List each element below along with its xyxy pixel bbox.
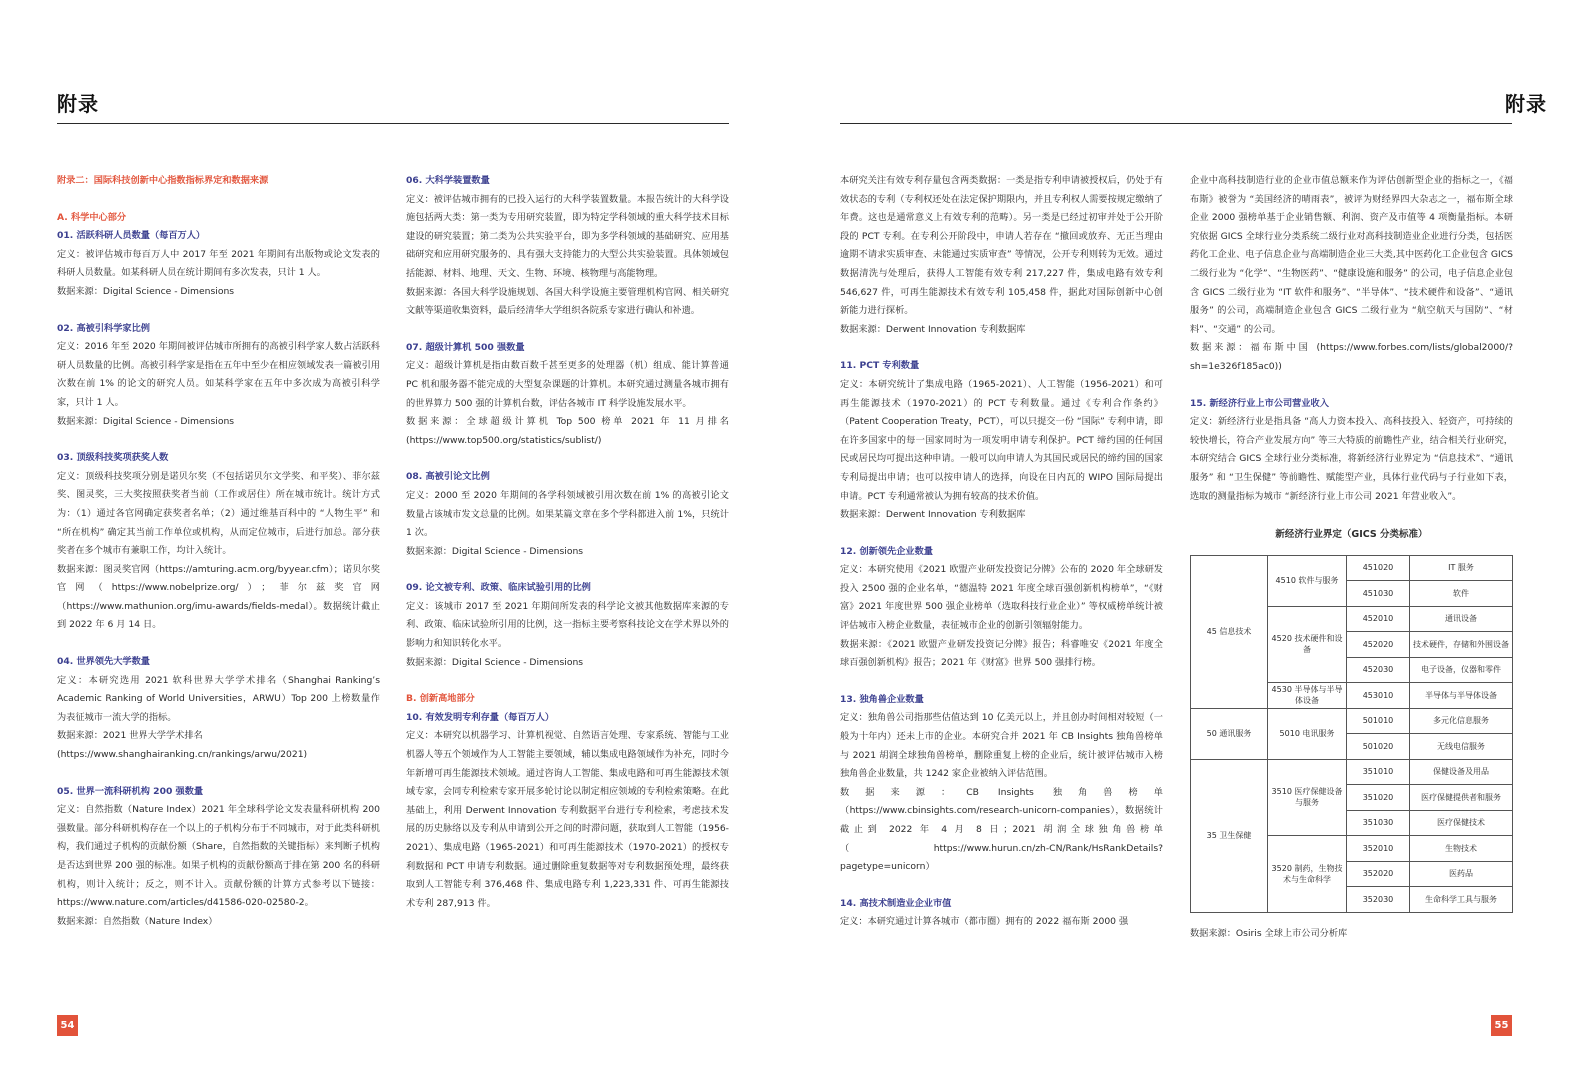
section-title-13: 13. 独角兽企业数量 [840, 693, 924, 705]
section-title-08: 08. 高被引论文比例 [406, 471, 490, 483]
part-a-title: A. 科学中心部分 [57, 211, 127, 223]
table-cell-industry: 多元化信息服务 [1410, 708, 1513, 734]
left-column-2 [406, 172, 729, 913]
right-column-2 [1190, 172, 1513, 943]
section-source-14: 数据来源：福布斯中国 (https://www.forbes.com/lists/global2000/?sh=1e326f185ac0)) [1190, 342, 1513, 372]
part-b-title: B. 创新高地部分 [406, 693, 475, 705]
section-definition-15: 定义：新经济行业是指具备 “高人力资本投入、高科技投入、轻资产，可持续的较快增长，符合产业发展方向” 等三大特质的前瞻性产业，结合相关行业研究，本研究结合 GICS 全球行业分类标准，将新经济行业界定为 “信息技术”、“通讯服务” 和 “卫生保健” 等前瞻性、赋能型产业，具体行业代码与子行业如下表，选取的测量指标为城市 “新经济行业上市公司 2021 年营业收入”。 [1190, 416, 1513, 502]
section-source-06: 数据来源：各国大科学设施规划、各国大科学设施主要管理机构官网、相关研究文献等渠道收集资料，最后经清华大学组织各院系专家进行确认和补遗。 [406, 286, 729, 317]
section-definition-05: 定义：自然指数（Nature Index）2021 年全球科学论文发表量科研机构 200 强数量。部分科研机构存在一个以上的子机构分布于不同城市，对于此类科研机构，我们通过子机构的贡献份额（Share，自然指数的关键指标）来判断子机构是否达到世界 200 强的标准。如果子机构的贡献份额高于排在第 200 名的科研机构，则计入统计；反之，则不计入。贡献份额的计算方式参考以下链接：https://www.nature.com/articles/d41586-020-02580-2。 [57, 804, 380, 909]
section-definition-03: 定义：顶级科技奖项分别是诺贝尔奖（不包括诺贝尔文学奖、和平奖）、菲尔兹奖、图灵奖，三大奖按照获奖者当前（工作或居住）所在城市统计。统计方式为：（1）通过各官网确定获奖者名单；（2）通过维基百科中的 “人物生平” 和 “所在机构” 确定其当前工作单位或机构，从而定位城市，后进行加总。部分获奖者在多个城市有兼职工作，均计入统计。 [57, 470, 380, 557]
section-title-05: 05. 世界一流科研机构 200 强数量 [57, 785, 204, 797]
section-title-11: 11. PCT 专利数量 [840, 360, 920, 372]
section-source-05: 数据来源：自然指数（Nature Index） [57, 915, 218, 927]
appendix-title: 附录二：国际科技创新中心指数指标界定和数据来源 [57, 175, 269, 186]
section-definition-14: 定义：本研究通过计算各城市（都市圈）拥有的 2022 福布斯 2000 强 [840, 916, 1129, 928]
table-cell-industry: 技术硬件，存储和外围设备 [1410, 632, 1513, 658]
table-cell-industry: 医疗保健提供者和服务 [1410, 785, 1513, 811]
section-definition-13: 定义：独角兽公司指那些估值达到 10 亿美元以上，并且创办时间相对较短（一般为十年内）还未上市的企业。本研究合并 2021 年 CB Insights 独角兽榜单与 2021 胡润全球独角兽榜单，删除重复上榜的企业后，统计被评估城市入榜独角兽企业数量，共 1242 家企业被纳入评估范围。 [840, 712, 1163, 780]
table-cell-industry: 生物技术 [1410, 836, 1513, 862]
table-cell-code: 351030 [1347, 810, 1410, 836]
section-definition-12: 定义：本研究使用《2021 欧盟产业研发投资记分牌》公布的 2020 年全球研发投入 2500 强的企业名单，“德温特 2021 年度全球百强创新机构榜单”，“《财富》2021 年度世界 500 强企业榜单（选取科技行业企业）” 等权威榜单统计被评估城市入榜企业数量，表征城市企业的创新引领辐射能力。 [840, 564, 1163, 632]
table-cell-group: 4530 半导体与半导体设备 [1268, 683, 1347, 709]
table-cell-code: 351020 [1347, 785, 1410, 811]
table-cell-code: 451030 [1347, 581, 1410, 607]
table-row [1191, 708, 1513, 734]
section-definition-08: 定义：2000 至 2020 年期间的各学科领域被引用次数在前 1% 的高被引论文数量占该城市发文总量的比例。如果某篇文章在多个学科都进入前 1%，只统计 1 次。 [406, 489, 729, 539]
section-title-01: 01. 活跃科研人员数量（每百万人） [57, 230, 206, 242]
page-number-left: 54 [57, 1015, 78, 1036]
table-cell-code: 451020 [1347, 555, 1410, 581]
page-header-title: 附录 [57, 92, 99, 116]
table-cell-industry: 通讯设备 [1410, 606, 1513, 632]
left-column-1 [57, 172, 380, 931]
section-title-15: 15. 新经济行业上市公司营业收入 [1190, 397, 1329, 409]
section-title-07: 07. 超级计算机 500 强数量 [406, 341, 525, 353]
section-title-02: 02. 高被引科学家比例 [57, 322, 150, 334]
right-column-1 [840, 172, 1163, 932]
gics-table-source: 数据来源：Osiris 全球上市公司分析库 [1190, 927, 1348, 939]
table-cell-code: 351010 [1347, 759, 1410, 785]
section-source-09: 数据来源：Digital Science - Dimensions [406, 656, 584, 668]
section-definition-07: 定义：超级计算机是指由数百数千甚至更多的处理器（机）组成、能计算普通 PC 机和服务器不能完成的大型复杂课题的计算机。本研究通过测量各城市拥有的世界算力 500 强的计算机台数，评估各城市 IT 科学设施发展水平。 [406, 360, 729, 409]
table-cell-code: 352010 [1347, 836, 1410, 862]
table-row [1191, 555, 1513, 581]
right-page [794, 0, 1587, 1077]
table-cell-sector: 35 卫生保健 [1191, 759, 1268, 912]
table-cell-code: 452010 [1347, 606, 1410, 632]
section-source-08: 数据来源：Digital Science - Dimensions [406, 545, 584, 557]
gics-classification-table [1190, 555, 1513, 913]
table-cell-industry: 无线电信服务 [1410, 734, 1513, 760]
section-definition-11: 定义：本研究统计了集成电路（1965-2021）、人工智能（1956-2021）和可再生能源技术（1970-2021）的 PCT 专利数量。通过《专利合作条约》（Patent Cooperation Treaty，PCT），可以只提交一份 “国际” 专利申请，即在许多国家中的每一国家同时为一项发明申请专利保护。PCT 缔约国的任何国民或居民均可提出这种申请。一般可以向申请人为其国民或居民的缔约国的国家专利局提出申请；也可以按申请人的选择，向设在日内瓦的 WIPO 国际局提出申请。PCT 专利通常被认为拥有较高的技术价值。 [840, 378, 1163, 502]
table-cell-industry: IT 服务 [1410, 555, 1513, 581]
header-divider-right [840, 123, 1512, 124]
section-source-04-link: (https://www.shanghairanking.cn/rankings/arwu/2021) [57, 749, 308, 761]
table-cell-code: 453010 [1347, 683, 1410, 709]
page-header-title-right: 附录 [1505, 92, 1547, 116]
section-definition-10: 定义：本研究以机器学习、计算机视觉、自然语言处理、专家系统、智能与工业机器人等五个领域作为人工智能主要领域，辅以集成电路领域作为补充，同时今年新增可再生能源技术领域。通过咨询人工智能、集成电路和可再生能源技术领域专家，会同专利检索专家开展多轮讨论以制定相应领域的专利检索策略。在此基础上，利用 Derwent Innovation 专利数据平台进行专利检索，考虑技术发展的历史脉络以及专利从申请到公开之间的时滞问题，获取到人工智能（1956-2021）、集成电路（1965-2021）和可再生能源技术（1970-2021）的授权专利数据和 PCT 申请专利数据。通过删除重复数据等对专利数据预处理，最终获取到人工智能专利 376,468 件、集成电路专利 1,223,331 件、可再生能源技术专利 287,913 件。 [406, 730, 729, 909]
table-cell-industry: 软件 [1410, 581, 1513, 607]
table-cell-code: 452020 [1347, 632, 1410, 658]
section-continuation-10: 本研究关注有效专利存量包含两类数据：一类是指专利申请被授权后，仍处于有效状态的专利（专利权还处在法定保护期限内，并且专利权人需要按规定缴纳了年费。这也是通常意义上有效专利的范畴）。另一类是已经过初审并处于公开阶段的 PCT 专利。在专利公开阶段中，申请人若存在 “撤回或放弃、无正当理由逾期不请求实质审查、未能通过实质审查” 等情况，公开专利则转为无效。通过数据清洗与处理后，获得人工智能有效专利 217,227 件，集成电路有效专利 546,627 件，可再生能源技术有效专利 105,458 件，据此对国际创新中心创新能力进行探析。 [840, 175, 1163, 317]
section-source-13: 数据来源：CB Insights 独角兽榜单（https://www.cbinsights.com/research-unicorn-companies），数据统计截止到 2022 年 4 月 8 日；2021 胡润全球独角兽榜单（https://www.hurun.cn/zh-CN/Rank/HsRankDetails?pagetype=unicorn） [840, 786, 1163, 873]
table-cell-code: 501020 [1347, 734, 1410, 760]
section-source-04: 数据来源：2021 世界大学学术排名 [57, 730, 203, 742]
section-title-14: 14. 高技术制造业企业市值 [840, 897, 952, 909]
page-number-right: 55 [1491, 1015, 1512, 1036]
section-title-12: 12. 创新领先企业数量 [840, 545, 933, 557]
table-cell-group: 3520 制药，生物技术与生命科学 [1268, 836, 1347, 913]
section-continuation-14: 企业中高科技制造行业的企业市值总额来作为评估创新型企业的指标之一，《福布斯》被誉为 “美国经济的晴雨表”，被评为财经界四大杂志之一，福布斯全球企业 2000 强榜单基于企业销售额、利润、资产及市值等 4 项衡量指标。本研究依据 GICS 全球行业分类系统二级行业对高科技制造业企业进行分类，包括医药化工企业、电子信息企业与高端制造企业三大类,其中医药化工企业包含 GICS 二级行业为 “化学”、“生物医药”、“健康设施和服务” 的公司，电子信息企业包含 GICS 二级行业为 “IT 软件和服务”、“半导体”、“技术硬件和设备”、“通讯服务” 的公司，高端制造企业包含 GICS 二级行业为 “航空航天与国防”、“材料”、“交通” 的公司。 [1190, 175, 1513, 335]
section-title-06: 06. 大科学装置数量 [406, 175, 490, 186]
table-cell-group: 4520 技术硬件和设备 [1268, 606, 1347, 683]
table-cell-code: 352020 [1347, 861, 1410, 887]
section-title-10: 10. 有效发明专利存量（每百万人） [406, 711, 555, 723]
section-source-11: 数据来源：Derwent Innovation 专利数据库 [840, 509, 1026, 521]
table-cell-sector: 50 通讯服务 [1191, 708, 1268, 759]
table-cell-code: 501010 [1347, 708, 1410, 734]
section-definition-04: 定义：本研究选用 2021 软科世界大学学术排名（Shanghai Ranking’s Academic Ranking of World Universities，ARWU）Top 200 上榜数量作为表征城市一流大学的指标。 [57, 674, 380, 723]
table-cell-group: 4510 软件与服务 [1268, 555, 1347, 606]
header-divider [57, 123, 729, 124]
section-definition-06: 定义：被评估城市拥有的已投入运行的大科学装置数量。本报告统计的大科学设施包括两大类：第一类为专用研究装置，即为特定学科领域的重大科学技术目标建设的研究装置；第二类为公共实验平台，即为多学科领域的基础研究、应用基础研究和应用研究服务的、具有强大支持能力的大型公共实验装置。具体领域包括能源、材料、地理、天文、生物、环境、核物理与高能物理。 [406, 193, 729, 279]
section-definition-02: 定义：2016 年至 2020 年期间被评估城市所拥有的高被引科学家人数占活跃科研人员数量的比例。高被引科学家是指在五年中至少在相应领域发表一篇被引用次数在前 1% 的论文的研究人员。如某科学家在五年中多次成为高被引科学家，只计 1 人。 [57, 341, 380, 408]
table-row [1191, 759, 1513, 785]
table-cell-group: 3510 医疗保健设备与服务 [1268, 759, 1347, 836]
section-source-07: 数据来源：全球超级计算机 Top 500 榜单 2021 年 11 月排名 (https://www.top500.org/statistics/sublist/) [406, 416, 729, 446]
table-cell-sector: 45 信息技术 [1191, 555, 1268, 708]
table-cell-code: 452030 [1347, 657, 1410, 683]
gics-table-title: 新经济行业界定（GICS 分类标准） [1275, 529, 1428, 541]
section-source-12: 数据来源：《2021 欧盟产业研发投资记分牌》报告；科睿唯安《2021 年度全球百强创新机构》报告；2021 年《财富》世界 500 强排行榜。 [840, 638, 1163, 669]
section-source-01: 数据来源：Digital Science - Dimensions [57, 285, 235, 297]
table-cell-group: 5010 电讯服务 [1268, 708, 1347, 759]
section-title-04: 04. 世界领先大学数量 [57, 656, 150, 668]
table-cell-industry: 医药品 [1410, 861, 1513, 887]
table-cell-industry: 医疗保健技术 [1410, 810, 1513, 836]
section-source-10: 数据来源：Derwent Innovation 专利数据库 [840, 323, 1026, 335]
section-definition-09: 定义：该城市 2017 至 2021 年期间所发表的科学论文被其他数据库来源的专利、政策、临床试验所引用的比例，这一指标主要考察科技论文在学术界以外的影响力和知识转化水平。 [406, 600, 729, 650]
section-title-03: 03. 顶级科技奖项获奖人数 [57, 452, 169, 464]
table-cell-industry: 半导体与半导体设备 [1410, 683, 1513, 709]
table-cell-industry: 保健设备及用品 [1410, 759, 1513, 785]
section-source-02: 数据来源：Digital Science - Dimensions [57, 415, 235, 427]
section-title-09: 09. 论文被专利、政策、临床试验引用的比例 [406, 582, 591, 594]
left-page [0, 0, 793, 1077]
section-definition-01: 定义：被评估城市每百万人中 2017 年至 2021 年期间有出版物或论文发表的科研人员数量。如某科研人员在统计期间有多次发表，只计 1 人。 [57, 248, 380, 279]
table-cell-code: 352030 [1347, 887, 1410, 913]
section-source-03: 数据来源：图灵奖官网（https://amturing.acm.org/byyear.cfm）；诺贝尔奖官网（https://www.nobelprize.org/）；菲尔兹奖官网（https://www.mathunion.org/imu-awards/fields-medal）。数据统计截止到 2022 年 6 月 14 日。 [57, 563, 380, 631]
table-cell-industry: 电子设备，仪器和零件 [1410, 657, 1513, 683]
table-cell-industry: 生命科学工具与服务 [1410, 887, 1513, 913]
